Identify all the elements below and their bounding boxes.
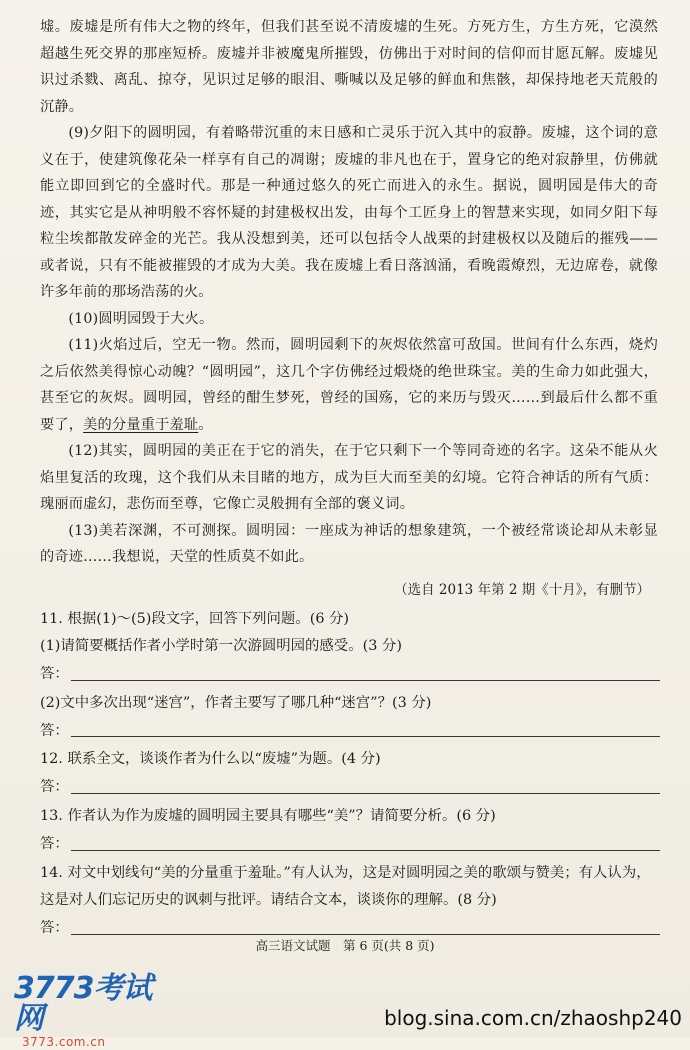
answer-line-11-2[interactable]	[40, 716, 660, 744]
paragraph-11	[40, 332, 658, 438]
reading-passage	[40, 14, 658, 571]
question-14: 14. 对文中划线句“美的分量重于羞耻。”有人认为，这是对圆明园之美的歌颂与赞美；有人认为，这是对人们忘记历史的讽刺与批评。请结合文本，谈谈你的理解。(8 分)	[40, 864, 651, 908]
site-logo[interactable]	[14, 971, 174, 1049]
answer-line-11-1[interactable]	[40, 660, 660, 688]
question-11: 11. 根据(1)～(5)段文字，回答下列问题。(6 分)	[40, 611, 350, 627]
blog-watermark: blog.sina.com.cn/zhaoshp240	[384, 1006, 682, 1030]
source-note: （选自 2013 年第 2 期《十月》，有删节）	[394, 582, 650, 598]
answer-blank[interactable]	[71, 850, 660, 851]
page-footer: 高三语文试题 第 6 页(共 8 页)	[255, 938, 435, 953]
question-11-1: (1)请简要概括作者小学时第一次游圆明园的感受。(3 分)	[40, 637, 402, 654]
answer-label: 答：	[40, 919, 69, 936]
logo-title: 3773考试网	[14, 971, 152, 1036]
answer-label: 答：	[40, 722, 69, 739]
logo-url: 3773.com.cn	[22, 1035, 106, 1049]
paragraph-12: (12)其实，圆明园的美正在于它的消失，在于它只剩下一个等同奇迹的名字。这朵不能从火焰里复活的玫瑰，这个我们从未目睹的地方，成为巨大而至美的幻境。它符合神话的所有气质：瑰丽而虚幻，悲伤而至尊，它像亡灵般拥有全部的褒义词。	[40, 443, 658, 512]
answer-label: 答：	[40, 779, 69, 796]
paragraph-11-text: (11)火焰过后，空无一物。然而，圆明园剩下的灰烬依然富可敌国。世间有什么东西，烧灼之后依然美得惊心动魄？“圆明园”，这几个字仿佛经过煅烧的绝世珠宝。美的生命力如此强大，甚至它的灰烬。圆明园，曾经的酣生梦死，曾经的国殇，它的来历与毁灭……到最后什么都不重要了，	[40, 337, 658, 433]
answer-blank[interactable]	[71, 793, 660, 794]
answer-blank[interactable]	[71, 680, 660, 681]
question-12: 12. 联系全文，谈谈作者为什么以“废墟”为题。(4 分)	[40, 751, 381, 768]
paragraph-11-end: 。	[198, 416, 213, 433]
paragraph-continuation: 墟。废墟是所有伟大之物的终年，但我们甚至说不清废墟的生死。方死方生，方生方死，它漠然超越生死交界的那座短桥。废墟并非被魔鬼所摧毁，仿佛出于对时间的信仰而甘愿瓦解。废墟见识过杀戮、离乱、掠夺，见识过足够的眼泪、嘶喊以及足够的鲜血和焦骸，却保持地老天荒般的沉静。	[40, 19, 658, 115]
answer-label: 答：	[40, 836, 69, 853]
paragraph-13: (13)美若深渊，不可测探。圆明园：一座成为神话的想象建筑，一个被经常谈论却从未彰显的奇迹……我想说，天堂的性质莫不如此。	[40, 522, 658, 565]
question-13: 13. 作者认为作为废墟的圆明园主要具有哪些“美”？请简要分析。(6 分)	[40, 808, 496, 825]
answer-line-12[interactable]	[40, 773, 660, 801]
paragraph-10: (10)圆明园毁于大火。	[68, 310, 214, 327]
answer-blank[interactable]	[71, 934, 660, 935]
question-11-2: (2)文中多次出现“迷宫”，作者主要写了哪几种“迷宫”？(3 分)	[40, 694, 432, 711]
underlined-sentence: 美的分量重于羞耻	[83, 416, 199, 433]
answer-blank[interactable]	[71, 736, 660, 737]
paragraph-9: (9)夕阳下的圆明园，有着略带沉重的末日感和亡灵乐于沉入其中的寂静。废墟，这个词的意义在于，使建筑像花朵一样享有自己的凋谢；废墟的非凡也在于，置身它的绝对寂静里，仿佛就能立即回到它的全盛时代。那是一种通过悠久的死亡而进入的永生。据说，圆明园是伟大的奇迹，其实它是从神明般不容怀疑的封建极权出发，由每个工匠身上的智慧来实现，如同夕阳下每粒尘埃都散发碎金的光芒。我从没想到美，还可以包括令人战栗的封建极权以及随后的摧残——或者说，只有不能被摧毁的才成为大美。我在废墟上看日落汹涌，看晚霞燎烈，无边席卷，就像许多年前的那场浩荡的火。	[40, 125, 658, 300]
answer-line-13[interactable]	[40, 830, 660, 858]
question-section	[40, 606, 660, 944]
answer-label: 答：	[40, 665, 69, 682]
